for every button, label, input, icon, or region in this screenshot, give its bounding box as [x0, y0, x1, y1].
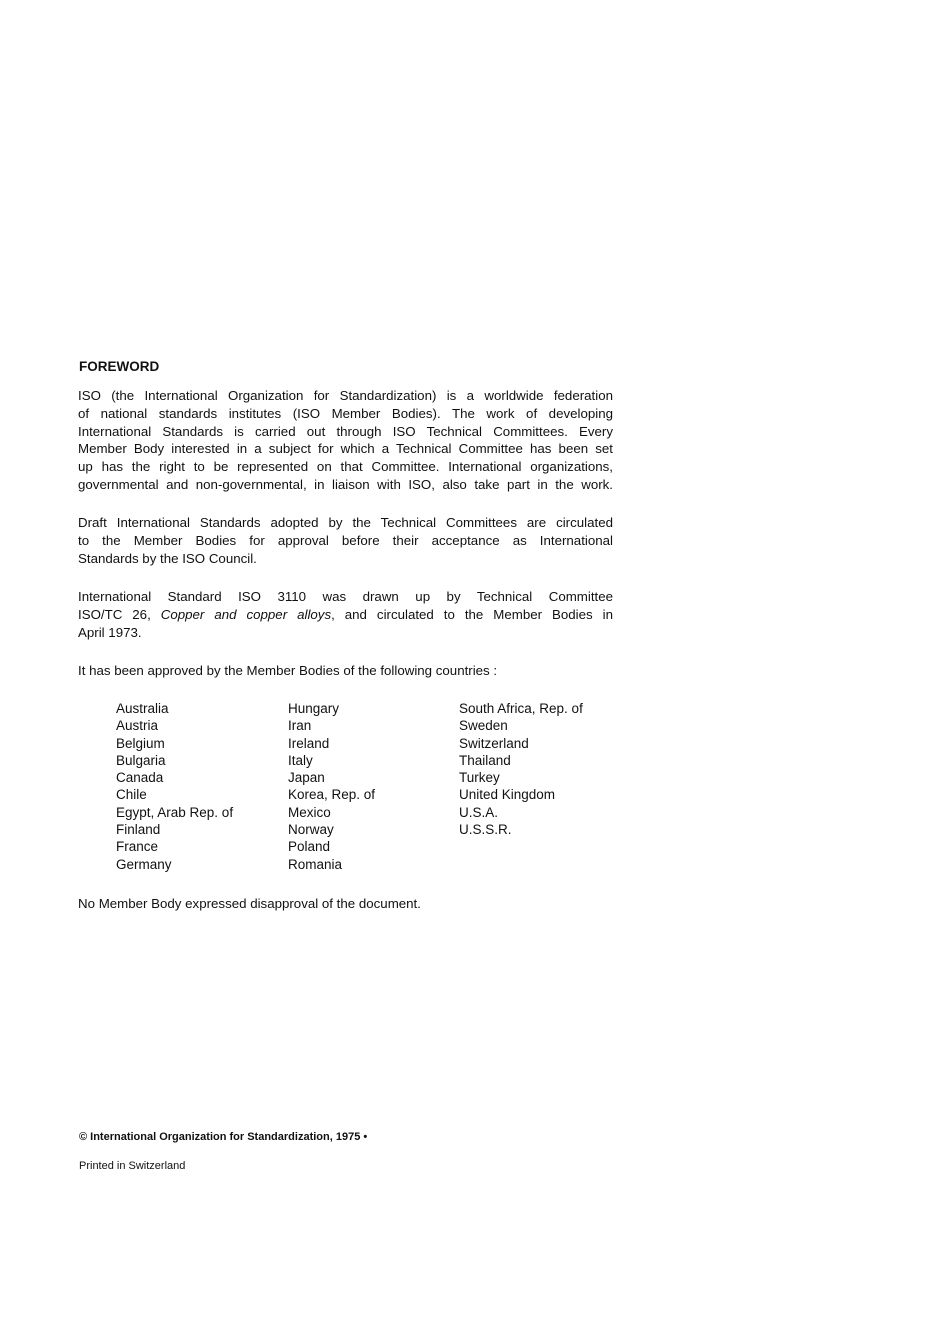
text-line: ISO (the International Organization for Standardization) is a worldwide federation [78, 388, 613, 403]
text-line: It has been approved by the Member Bodies of the following countries : [78, 663, 498, 678]
country-item: France [116, 839, 159, 855]
text-line: April 1973. [78, 624, 142, 640]
country-item: Switzerland [459, 735, 529, 751]
approval-intro [78, 662, 613, 680]
country-item: Japan [288, 770, 325, 786]
country-item: South Africa, Rep. of [459, 701, 583, 716]
country-item: Canada [116, 770, 164, 786]
text-line: International Standard ISO 3110 was drawn up by Technical Committee [78, 589, 613, 604]
text-line: up has the right to be represented on that Committee. International organizations, [78, 459, 613, 475]
text-line: of national standards institutes (ISO Member Bodies). The work of developing [78, 405, 613, 421]
country-item: Belgium [116, 735, 165, 751]
country-item: Australia [116, 701, 169, 716]
country-column-2 [288, 700, 375, 873]
country-item: Finland [116, 822, 161, 838]
country-item: Ireland [288, 735, 330, 751]
text-line: Draft International Standards adopted by the Technical Committees are circulated [78, 515, 613, 530]
country-item: Norway [288, 822, 334, 838]
country-item: U.S.A. [459, 804, 499, 820]
text-segment: , and circulated to the Member Bodies in [331, 606, 613, 622]
text-line: No Member Body expressed disapproval of the document. [78, 896, 421, 911]
committee-title: Copper and copper alloys [160, 606, 332, 622]
country-item: Romania [288, 856, 343, 872]
country-item: Sweden [459, 718, 508, 734]
country-item: Thailand [459, 752, 511, 768]
text-line: Member Body interested in a subject for which a Technical Committee has been set [78, 441, 613, 457]
country-item: Iran [288, 718, 312, 734]
text-line: Standards by the ISO Council. [78, 550, 257, 566]
country-item: Bulgaria [116, 752, 166, 768]
country-item: Turkey [459, 770, 500, 786]
country-item: U.S.S.R. [459, 822, 512, 838]
text-line: to the Member Bodies for approval before their acceptance as International [78, 532, 613, 548]
country-item: Italy [288, 752, 313, 768]
copyright-notice: © International Organization for Standardization, 1975 • [79, 1131, 368, 1143]
text-line: governmental and non-governmental, in liaison with ISO, also take part in the work. [78, 476, 613, 492]
printed-location: Printed in Switzerland [79, 1160, 186, 1172]
country-column-3 [459, 700, 583, 838]
country-item: Korea, Rep. of [288, 787, 376, 803]
disapproval-statement [78, 895, 613, 913]
paragraph-standard-origin [78, 588, 613, 641]
country-column-1 [116, 700, 233, 873]
text-line: International Standards is carried out through ISO Technical Committees. Every [78, 423, 613, 439]
paragraph-draft-standards [78, 514, 613, 567]
text-line [78, 606, 613, 624]
country-item: Poland [288, 839, 331, 855]
text-segment: ISO/TC 26, [78, 606, 161, 622]
country-item: Mexico [288, 804, 331, 820]
country-item: Austria [116, 718, 159, 734]
section-title: FOREWORD [79, 359, 160, 374]
country-item: Chile [116, 787, 147, 803]
country-item: Hungary [288, 701, 340, 716]
country-item: Germany [116, 856, 172, 872]
country-item: United Kingdom [459, 787, 556, 803]
paragraph-iso-intro [78, 387, 613, 494]
country-item: Egypt, Arab Rep. of [116, 804, 234, 820]
